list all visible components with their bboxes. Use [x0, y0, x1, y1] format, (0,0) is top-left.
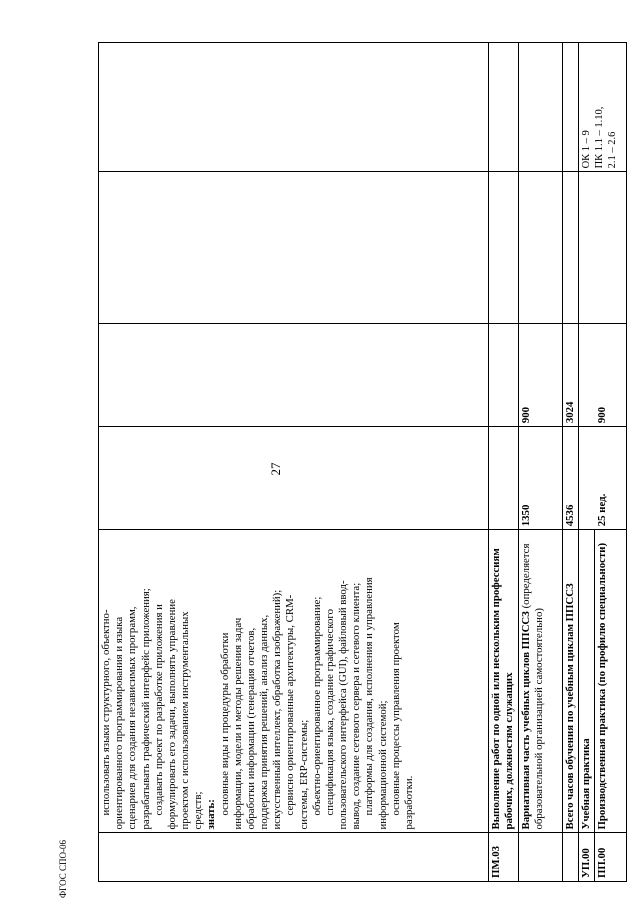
competencies-cell — [489, 43, 519, 172]
discipline-cell — [579, 172, 627, 324]
table-row — [489, 43, 519, 882]
content-line: системы, ERP-системы; — [297, 719, 310, 830]
table-row — [99, 43, 489, 882]
row-code — [519, 833, 563, 882]
table-row — [579, 43, 595, 882]
table-row — [563, 43, 579, 882]
hours-max-cell: 1350 — [519, 427, 563, 530]
hours-obligatory-cell — [489, 324, 519, 427]
discipline-cell — [563, 172, 579, 324]
row-content — [99, 530, 489, 833]
content-line: искусственный интеллект, обработка изображений); — [271, 589, 284, 830]
row-code: ПП.00 — [595, 833, 627, 882]
row-content: Выполнение работ по одной или нескольким профессиям рабочих, должностям служащих — [489, 530, 519, 833]
row-code — [563, 833, 579, 882]
hours-max-cell — [489, 427, 519, 530]
content-line: основные процессы управления проектом — [389, 622, 402, 816]
content-line: обработки информации (генерация отчетов, — [244, 627, 257, 830]
competency-line: ОК 1 – 9 — [581, 130, 593, 169]
competencies-cell — [99, 43, 489, 172]
content-line: создавать проект по разработке приложения и — [152, 604, 165, 816]
table-row — [519, 43, 563, 882]
row-content: Учебная практика — [579, 530, 595, 833]
hours-obligatory-cell: 3024 — [563, 324, 579, 427]
content-line: использовать языки структурного, объектно- — [100, 609, 112, 816]
page-number: 27 — [268, 462, 283, 476]
competency-line: 2.1 – 2.6 — [607, 131, 619, 169]
discipline-cell — [99, 172, 489, 324]
content-line: сервисно ориентированные архитектуры, CRM- — [284, 594, 297, 816]
footer-label: ФГОС СПО-06 — [58, 840, 68, 898]
content-line: средств; — [192, 791, 205, 830]
content-line: платформы для создания, исполнения и управления — [363, 577, 376, 816]
row-content — [519, 530, 563, 833]
competencies-cell — [519, 43, 563, 172]
content-line: знать: — [205, 799, 218, 830]
discipline-cell — [519, 172, 563, 324]
content-line: вывод, создание сетевого сервера и сетевого клиента; — [350, 582, 363, 830]
hours-max-cell: 4536 — [563, 427, 579, 530]
content-line: ориентированного программирования и языка — [113, 616, 126, 830]
hours-obligatory-cell — [99, 324, 489, 427]
content-line: объектно-ориентированное программирование; — [310, 596, 323, 816]
row-content-bold: Вариативная часть учебных циклов ППССЗ — [520, 611, 532, 830]
competencies-cell — [563, 43, 579, 172]
rotated-table-container — [98, 42, 619, 882]
row-content: Всего часов обучения по учебным циклам ППССЗ — [563, 530, 579, 833]
row-code — [99, 833, 489, 882]
hours-max-cell — [99, 427, 489, 530]
row-code: ПМ.03 — [489, 833, 519, 882]
discipline-cell — [489, 172, 519, 324]
curriculum-table — [98, 42, 627, 882]
hours-obligatory-cell: 900 — [519, 324, 563, 427]
content-line: проектом с использованием инструментальных — [179, 611, 192, 830]
competency-line: ПК 1.1 – 1.10, — [594, 106, 606, 169]
content-line: информации, модели и методы решения задач — [231, 617, 244, 830]
content-line: сценариев для создания независимых программ, — [126, 606, 139, 830]
row-code: УП.00 — [579, 833, 595, 882]
content-line: поддержка принятия решений, анализ данных, — [258, 614, 271, 830]
content-line: разрабатывать графический интерфейс приложения; — [139, 588, 152, 830]
competencies-cell — [579, 43, 627, 172]
row-content-rest: (определяется образовательной организацией самостоятельно) — [520, 543, 546, 830]
row-content: Производственная практика (по профилю специальности) — [595, 530, 627, 833]
content-line: информационной системой; — [376, 700, 389, 830]
content-line: пользовательского интерфейса (GUI), файловый ввод- — [337, 580, 350, 830]
content-line: основные виды и процедуры обработки — [218, 632, 231, 816]
content-line: формулировать его задачи, выполнять управление — [165, 599, 178, 830]
content-line: разработки. — [402, 775, 415, 830]
content-line: спецификация языка, создание графического — [323, 609, 336, 816]
hours-obligatory-cell: 900 — [579, 324, 627, 427]
hours-max-cell: 25 нед. — [579, 427, 627, 530]
